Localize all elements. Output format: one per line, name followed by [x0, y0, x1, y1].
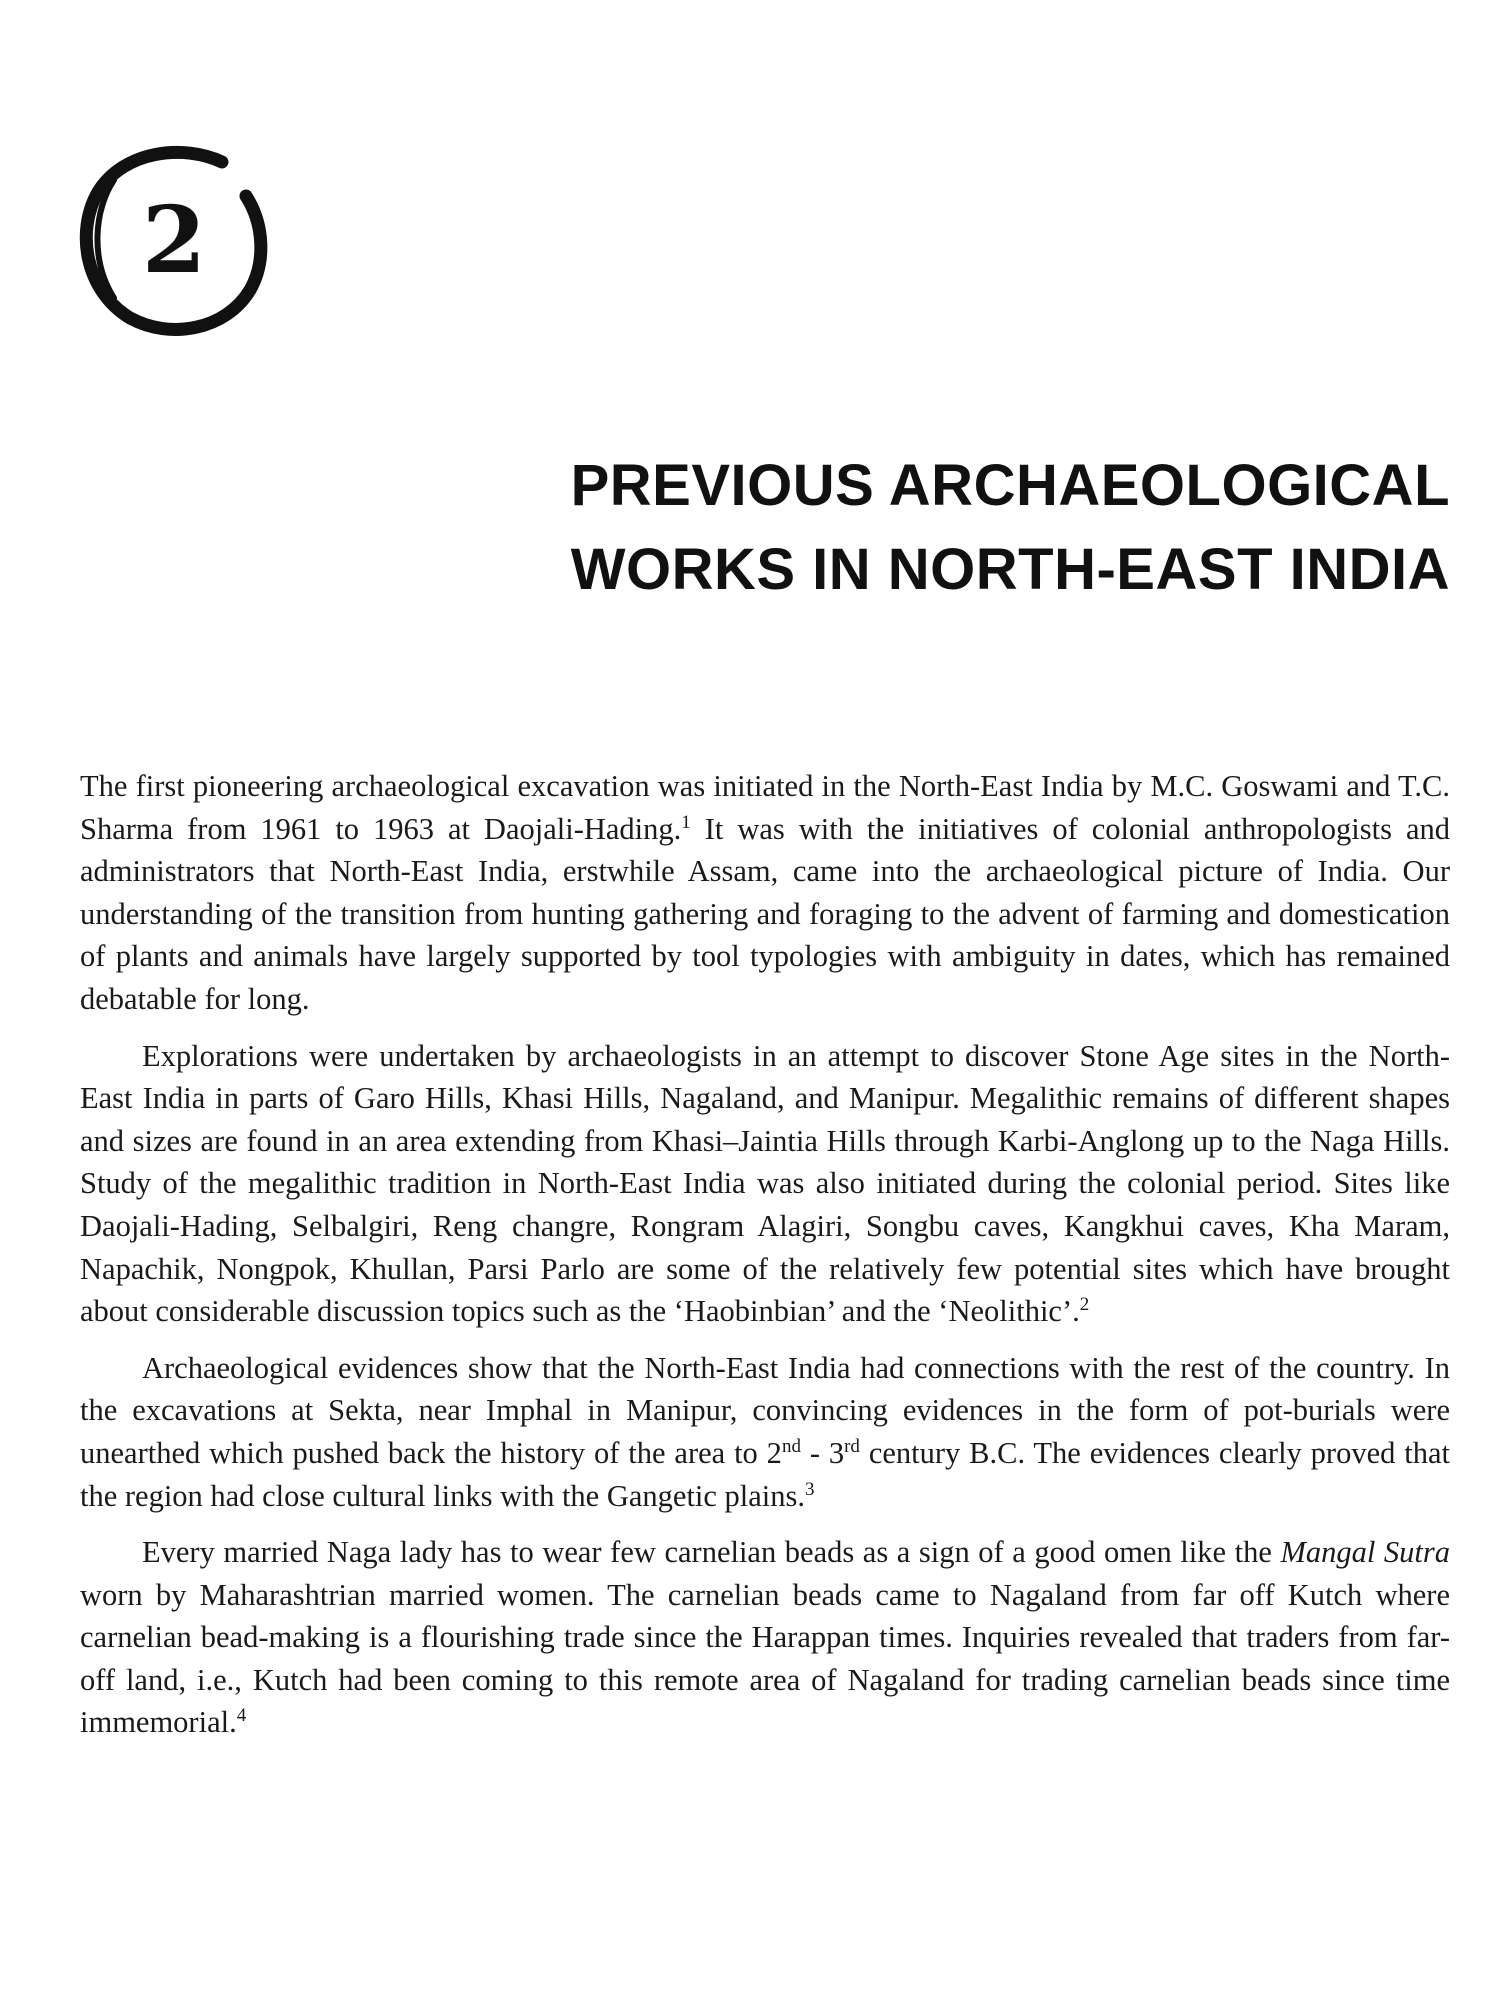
paragraph-3 — [80, 1347, 1450, 1517]
chapter-title — [350, 444, 1450, 612]
ordinal-rd: rd — [844, 1435, 860, 1457]
paragraph-4-italic-term: Mangal Sutra — [1280, 1535, 1450, 1570]
footnote-ref-1: 1 — [681, 811, 691, 833]
body-text — [80, 765, 1450, 1758]
paragraph-2-text: Explorations were undertaken by archaeologists in an attempt to discover Stone Age sites in the North-East India in parts of Garo Hills, Khasi Hills, Nagaland, and Manipur. Megalithic remains of different shapes and sizes are found in an area extending from Khasi–Jaintia Hills through Karbi-Anglong up to the Naga Hills. Study of the megalithic tradition in North-East India was also initiated during the colonial period. Sites like Daojali-Hading, Selbalgiri, Reng changre, Rongram Alagiri, Songbu caves, Kangkhui caves, Kha Maram, Napachik, Nongpok, Khullan, Parsi Parlo are some of the relatively few potential sites which have brought about considerable discussion topics such as the ‘Haobinbian’ and the ‘Neolithic’. — [80, 1038, 1450, 1329]
paragraph-3-text-a: Archaeological evidences show that the North-East India had connections with the rest of the country. In the excavations at Sekta, near Imphal in Manipur, convincing evidences in the form of pot-burials were unearthed which pushed back the history of the area to 2 — [80, 1350, 1450, 1470]
paragraph-3-text-b: - 3 — [800, 1435, 845, 1470]
chapter-title-line-2: WORKS IN NORTH-EAST INDIA — [570, 536, 1450, 602]
paragraph-4-text-b: worn by Maharashtrian married women. The carnelian beads came to Nagaland from far off Kutch where carnelian bead-making is a flourishing trade since the Harappan times. Inquiries revealed that traders from far-off land, i.e., Kutch had been coming to this remote area of Nagaland for trading carnelian beads since time immemorial. — [80, 1577, 1450, 1740]
footnote-ref-3: 3 — [805, 1478, 815, 1500]
chapter-number: 2 — [141, 186, 206, 294]
paragraph-4 — [80, 1531, 1450, 1744]
paragraph-1-text-b: It was with the initiatives of colonial anthropologists and administrators that North-East India, erstwhile Assam, came into the archaeological picture of India. Our understanding of the transition from hunting gathering and foraging to the advent of farming and domestication of plants and animals have largely supported by tool typologies with ambiguity in dates, which has remained debatable for long. — [80, 811, 1450, 1016]
footnote-ref-4: 4 — [236, 1705, 247, 1727]
paragraph-1 — [80, 765, 1450, 1021]
chapter-title-line-1: PREVIOUS ARCHAEOLOGICAL — [570, 452, 1450, 518]
paragraph-1-text-a: The first pioneering archaeological excavation was initiated in the North-East India by M.C. Goswami and T.C. Sharma from 1961 to 1963 at Daojali-Hading. — [80, 769, 1450, 846]
ordinal-nd: nd — [781, 1435, 801, 1457]
paragraph-2 — [80, 1035, 1450, 1333]
chapter-number-badge — [74, 140, 274, 340]
paragraph-4-text-a: Every married Naga lady has to wear few carnelian beads as a sign of a good omen like the — [142, 1535, 1281, 1570]
paragraph-3-text-c: century B.C. The evidences clearly proved that the region had close cultural links with the Gangetic plains. — [80, 1435, 1450, 1513]
footnote-ref-2: 2 — [1079, 1293, 1090, 1315]
